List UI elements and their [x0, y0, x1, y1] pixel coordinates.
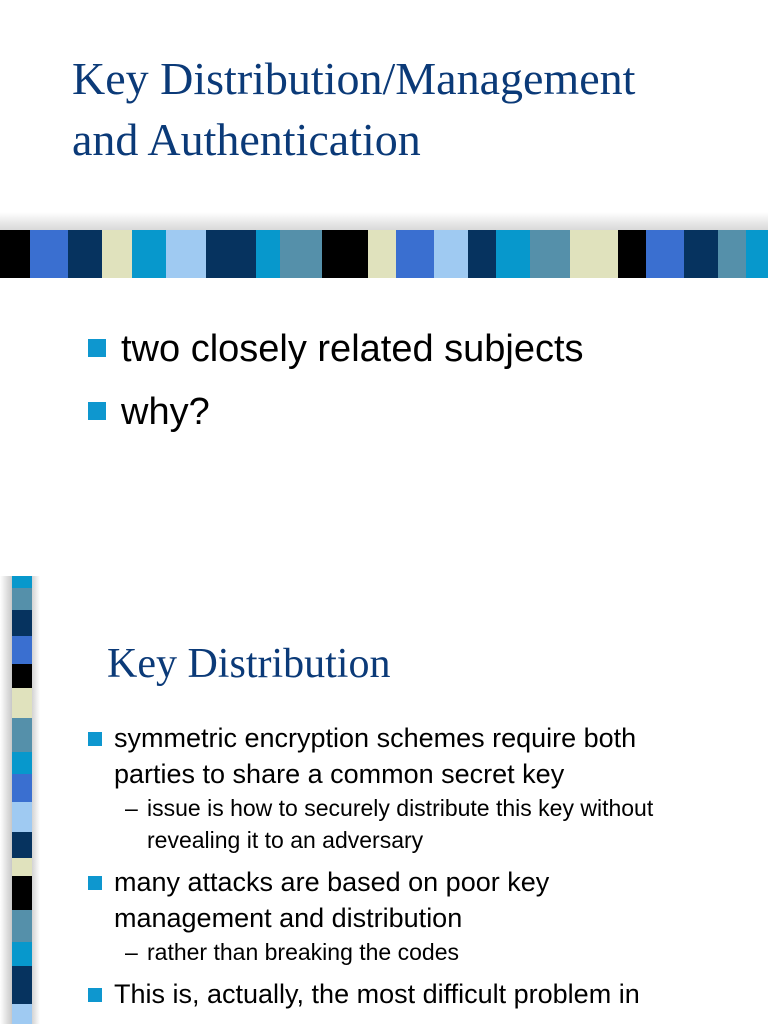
list-item	[88, 976, 748, 1012]
list-item	[88, 318, 584, 381]
bullet-line: symmetric encryption schemes require both	[114, 723, 637, 753]
bullet-line: management and distribution	[114, 903, 463, 933]
sub-line: rather than breaking the codes	[147, 939, 459, 965]
sub-line: revealing it to an adversary	[147, 827, 424, 853]
bullet-text: two closely related subjects	[121, 328, 584, 370]
bullet-line: many attacks are based on poor key	[114, 867, 550, 897]
vertical-color-strip	[12, 576, 32, 1024]
bullet-list	[88, 318, 584, 444]
list-item	[88, 864, 748, 968]
dash-icon: –	[125, 939, 138, 965]
square-bullet-icon	[88, 732, 102, 746]
bullet-line: parties to share a common secret key	[114, 759, 565, 789]
sub-list-item	[114, 936, 748, 968]
title-line-1: Key Distribution/Management	[72, 53, 636, 104]
dash-icon: –	[125, 795, 138, 821]
bullet-list	[88, 720, 748, 1020]
slide-title	[72, 48, 752, 170]
list-item	[88, 381, 584, 444]
square-bullet-icon	[88, 339, 106, 357]
square-bullet-icon	[88, 988, 102, 1002]
bullet-text: why?	[121, 391, 210, 433]
square-bullet-icon	[88, 402, 106, 420]
sub-list-item	[114, 792, 748, 856]
list-item	[88, 720, 748, 856]
sub-list	[114, 792, 748, 856]
decorative-bar	[0, 208, 768, 288]
slide-2	[0, 576, 768, 1024]
slide-title: Key Distribution	[107, 641, 391, 687]
bullet-line: This is, actually, the most difficult problem in	[114, 979, 640, 1009]
title-line-2: and Authentication	[72, 114, 421, 165]
sub-line: issue is how to securely distribute this key without	[147, 795, 654, 821]
sub-list	[114, 936, 748, 968]
color-block-strip	[0, 230, 768, 278]
square-bullet-icon	[88, 876, 102, 890]
